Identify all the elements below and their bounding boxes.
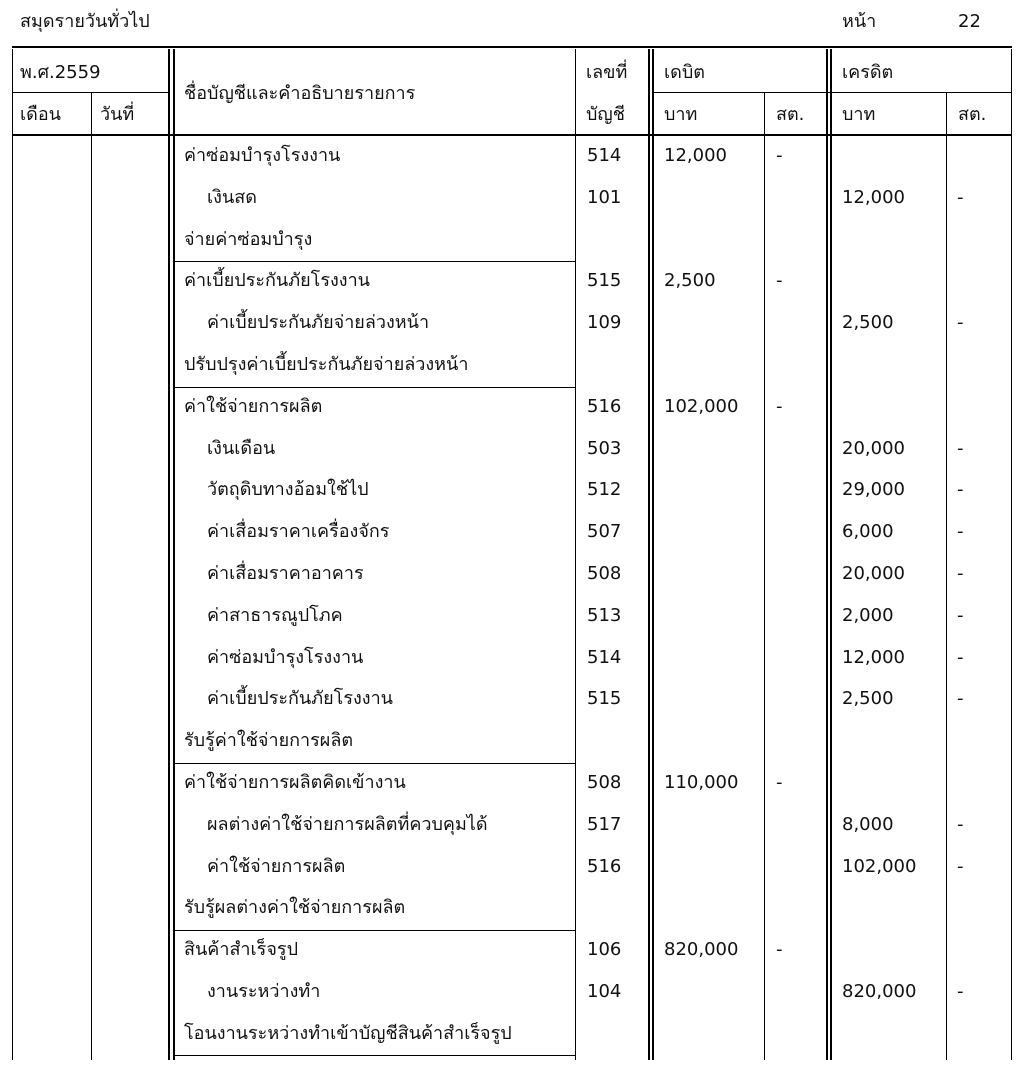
- entry-credit-baht: 12,000: [842, 186, 905, 208]
- entry-credit-satang: -: [957, 521, 964, 543]
- debit-baht-header: บาท: [664, 104, 698, 125]
- entry-separator: [173, 930, 575, 931]
- entry-description: รับรู้ค่าใช้จ่ายการผลิต: [184, 730, 354, 752]
- entry-description: เงินสด: [207, 186, 257, 208]
- entry-description: ค่าเบี้ยประกันภัยโรงงาน: [184, 270, 370, 292]
- year-header: พ.ศ.2559: [20, 62, 101, 83]
- entry-account-no: 517: [587, 813, 622, 835]
- col-debit-satang: [764, 92, 765, 1060]
- entry-separator: [173, 261, 575, 262]
- entry-description: ค่าซ่อมบำรุงโรงงาน: [207, 646, 364, 668]
- entry-account-no: 515: [587, 688, 622, 710]
- entry-account-no: 507: [587, 521, 622, 543]
- entry-credit-satang: -: [957, 563, 964, 584]
- entry-description: ค่าเสื่อมราคาอาคาร: [207, 563, 364, 584]
- entry-credit-satang: -: [957, 981, 964, 1002]
- rule-header-bottom: [12, 134, 1012, 136]
- entry-description: โอนงานระหว่างทำเข้าบัญชีสินค้าสำเร็จรูป: [184, 1022, 512, 1044]
- description-header: ชื่อบัญชีและคำอธิบายรายการ: [184, 83, 416, 104]
- entry-credit-satang: -: [957, 855, 964, 877]
- credit-satang-header: สต.: [958, 104, 987, 125]
- col-acct-debit-a: [648, 49, 650, 1060]
- entry-account-no: 515: [587, 270, 622, 292]
- entry-credit-satang: -: [957, 646, 964, 668]
- page-label: หน้า: [842, 11, 877, 32]
- entry-account-no: 508: [587, 772, 622, 793]
- entry-account-no: 106: [587, 939, 622, 961]
- entry-debit-satang: -: [776, 939, 783, 961]
- entry-debit-baht: 820,000: [664, 939, 739, 961]
- debit-header: เดบิต: [664, 62, 705, 83]
- entry-debit-baht: 110,000: [664, 772, 739, 793]
- col-debit-credit-b: [830, 49, 832, 1060]
- col-day-desc-a: [168, 49, 170, 1060]
- entry-credit-baht: 2,500: [842, 688, 894, 710]
- entry-description: ค่าสาธารณูปโภค: [207, 604, 343, 626]
- entry-debit-satang: -: [776, 270, 783, 292]
- entry-account-no: 512: [587, 479, 622, 501]
- entry-description: รับรู้ผลต่างค่าใช้จ่ายการผลิต: [184, 897, 406, 919]
- account-no-header-line2: บัญชี: [586, 104, 625, 125]
- entry-credit-baht: 820,000: [842, 981, 917, 1002]
- debit-satang-header: สต.: [776, 104, 805, 125]
- entry-credit-satang: -: [957, 186, 964, 208]
- entry-credit-baht: 20,000: [842, 563, 905, 584]
- entry-separator-last: [173, 1055, 575, 1056]
- col-right-edge: [1011, 49, 1012, 1060]
- col-day-desc-b: [173, 49, 175, 1060]
- day-header: วันที่: [100, 104, 135, 125]
- entry-description: งานระหว่างทำ: [207, 981, 321, 1002]
- entry-credit-baht: 8,000: [842, 813, 894, 835]
- entry-credit-baht: 6,000: [842, 521, 894, 543]
- entry-credit-baht: 2,500: [842, 312, 894, 334]
- col-desc-acct: [575, 49, 576, 1060]
- entry-description: ผลต่างค่าใช้จ่ายการผลิตที่ควบคุมได้: [207, 813, 488, 835]
- entry-description: ค่าเบี้ยประกันภัยจ่ายล่วงหน้า: [207, 312, 430, 334]
- entry-account-no: 516: [587, 855, 622, 877]
- page-number: 22: [958, 11, 981, 32]
- entry-credit-baht: 12,000: [842, 646, 905, 668]
- col-month-day: [91, 92, 92, 1060]
- entry-debit-satang: -: [776, 145, 783, 166]
- entry-description: ค่าใช้จ่ายการผลิต: [207, 855, 346, 877]
- rule-debit-credit: [652, 92, 1012, 93]
- entry-description: ปรับปรุงค่าเบี้ยประกันภัยจ่ายล่วงหน้า: [184, 354, 469, 375]
- col-acct-debit-b: [652, 49, 654, 1060]
- entry-debit-satang: -: [776, 772, 783, 793]
- entry-debit-satang: -: [776, 395, 783, 417]
- entry-account-no: 109: [587, 312, 622, 334]
- entry-credit-satang: -: [957, 813, 964, 835]
- month-header: เดือน: [20, 104, 61, 125]
- entry-description: วัตถุดิบทางอ้อมใช้ไป: [207, 479, 369, 501]
- entry-account-no: 516: [587, 395, 622, 417]
- entry-credit-baht: 2,000: [842, 604, 894, 626]
- credit-header: เครดิต: [842, 62, 894, 83]
- entry-account-no: 514: [587, 145, 622, 166]
- entry-account-no: 514: [587, 646, 622, 668]
- entry-account-no: 101: [587, 186, 622, 208]
- book-title: สมุดรายวันทั่วไป: [20, 11, 150, 32]
- entry-credit-satang: -: [957, 312, 964, 334]
- entry-credit-satang: -: [957, 437, 964, 459]
- col-left-edge: [12, 49, 13, 1060]
- entry-credit-baht: 102,000: [842, 855, 917, 877]
- entry-description: ค่าเบี้ยประกันภัยโรงงาน: [207, 688, 393, 710]
- rule-top: [12, 46, 1012, 48]
- entry-account-no: 104: [587, 981, 622, 1002]
- col-credit-satang: [946, 92, 947, 1060]
- credit-baht-header: บาท: [842, 104, 876, 125]
- entry-separator: [173, 387, 575, 388]
- entry-credit-satang: -: [957, 479, 964, 501]
- entry-credit-satang: -: [957, 688, 964, 710]
- entry-credit-baht: 29,000: [842, 479, 905, 501]
- entry-debit-baht: 102,000: [664, 395, 739, 417]
- entry-debit-baht: 2,500: [664, 270, 716, 292]
- col-debit-credit-a: [826, 49, 828, 1060]
- entry-separator: [173, 763, 575, 764]
- entry-description: เงินเดือน: [207, 437, 276, 459]
- account-no-header-line1: เลขที่: [586, 62, 628, 83]
- entry-account-no: 508: [587, 563, 622, 584]
- entry-description: ค่าซ่อมบำรุงโรงงาน: [184, 145, 341, 166]
- entry-debit-baht: 12,000: [664, 145, 727, 166]
- entry-description: ค่าใช้จ่ายการผลิต: [184, 395, 323, 417]
- entry-account-no: 503: [587, 437, 622, 459]
- entry-credit-baht: 20,000: [842, 437, 905, 459]
- entry-description: ค่าใช้จ่ายการผลิตคิดเข้างาน: [184, 772, 406, 793]
- entry-credit-satang: -: [957, 604, 964, 626]
- entry-description: ค่าเสื่อมราคาเครื่องจักร: [207, 521, 390, 543]
- entry-account-no: 513: [587, 604, 622, 626]
- entry-description: จ่ายค่าซ่อมบำรุง: [184, 228, 313, 250]
- entry-description: สินค้าสำเร็จรูป: [184, 939, 298, 961]
